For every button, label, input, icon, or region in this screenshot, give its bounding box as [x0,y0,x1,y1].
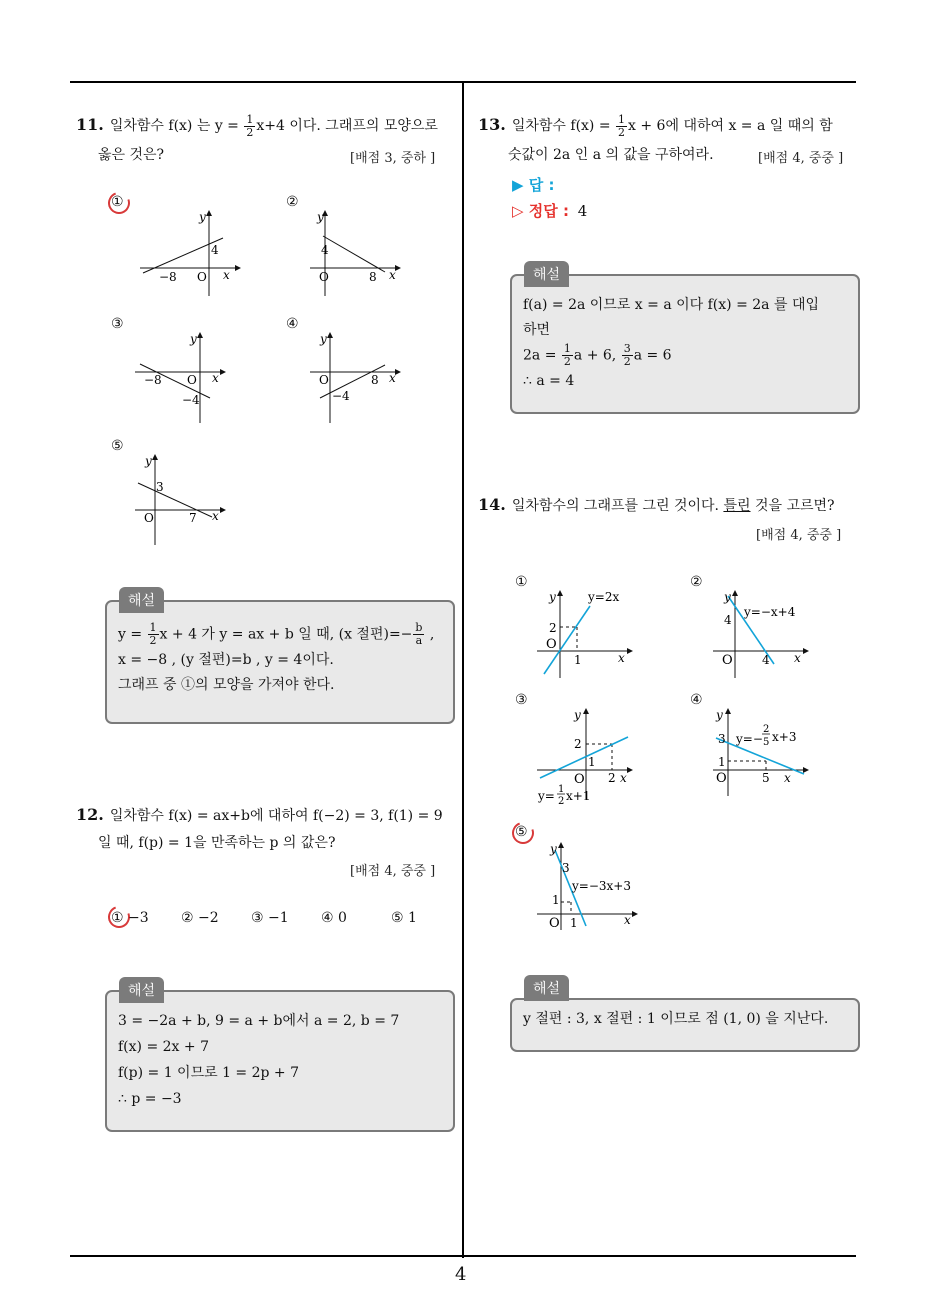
q12-choice-4[interactable]: ④ 0 [321,910,347,926]
q13-question-line2: 숫값이 2a 인 a 의 값을 구하여라. [508,147,714,163]
svg-text:O: O [319,373,329,387]
svg-text:2: 2 [763,724,770,735]
svg-text:x: x [618,651,625,665]
svg-text:4: 4 [724,613,732,627]
svg-text:O: O [722,653,733,668]
q11-meta: [배점 3, 중하 ] [350,151,436,166]
q13-meta: [배점 4, 중중 ] [758,151,844,166]
svg-text:x: x [389,268,396,282]
svg-text:−8: −8 [159,270,177,284]
svg-text:y: y [317,210,324,224]
svg-text:y=−3x+3: y=−3x+3 [572,879,631,893]
svg-text:1: 1 [574,653,582,667]
q11-graph-5 [130,450,240,550]
q11-choice-5[interactable]: ⑤ [111,438,124,454]
svg-text:O: O [549,916,560,931]
q12-solution-tag: 해설 [119,977,164,1003]
svg-text:1: 1 [552,893,560,907]
svg-text:y: y [190,332,197,346]
q14-solution-tag: 해설 [524,975,569,1001]
svg-text:−8: −8 [144,373,162,387]
svg-text:y: y [574,708,581,722]
svg-text:O: O [716,771,727,786]
svg-text:x: x [620,771,627,785]
svg-text:O: O [546,637,557,652]
svg-text:O: O [187,373,197,387]
svg-text:x+3: x+3 [772,730,797,744]
column-divider [462,82,464,1258]
svg-text:2: 2 [558,796,565,807]
svg-text:x: x [389,371,396,385]
svg-text:1: 1 [558,784,565,795]
q11-question: 11. 일차함수 f(x) 는 y = $\frac{1}{2}$ x+4 이다. 그래프의 모양으로 [76,112,438,139]
q11-choice-3[interactable]: ③ [111,316,124,332]
q11-choice-2[interactable]: ② [286,194,299,210]
q13-correct-answer: ▷ 정답 : 4 [512,202,588,220]
q14-graph-4 [708,704,818,799]
q14-choice-1[interactable]: ① [515,574,528,590]
q13-answer-label: ▶ 답 : [512,176,555,194]
q11-graph-1 [135,206,245,296]
svg-text:3: 3 [562,861,570,875]
q12-solution-body: 3 = −2a + b, 9 = a + b에서 a = 2, b = 7 f(x) = 2x + 7 f(p) = 1 이므로 1 = 2p + 7 ∴ p = −3 [118,1013,400,1107]
q12-choice-3[interactable]: ③ −1 [251,910,289,926]
q14-solution-body: y 절편 : 3, x 절편 : 1 이므로 점 (1, 0) 을 지난다. [523,1011,829,1027]
svg-text:O: O [144,511,154,525]
bottom-rule [70,1255,856,1257]
svg-text:−4: −4 [332,389,350,403]
svg-text:x+1: x+1 [566,789,591,803]
q14-choice-2[interactable]: ② [690,574,703,590]
svg-text:2: 2 [608,771,616,785]
q13-solution-body: f(a) = 2a 이므로 x = a 이다 f(x) = 2a 를 대입 하면 2a = $\frac{1}{2}$ a + 6, $\frac{3}{2}$ a = 6 ∴ a = 4 [523,297,819,389]
q12-meta: [배점 4, 중중 ] [350,864,436,879]
q14-question: 14. 일차함수의 그래프를 그린 것이다. 틀린 것을 고르면? [478,495,835,514]
q11-choice-4[interactable]: ④ [286,316,299,332]
svg-text:x: x [784,771,791,785]
q11-solution-tag: 해설 [119,587,164,613]
svg-text:y: y [550,842,557,856]
q11-choice-1[interactable]: ① [111,194,124,210]
svg-text:O: O [574,772,585,787]
svg-text:y=−x+4: y=−x+4 [744,605,796,619]
q11-graph-4 [305,328,415,428]
q11-number: 11. [76,115,104,134]
q11-graph-2 [305,206,415,296]
q14-graph-5 [532,838,652,933]
page-number: 4 [455,1264,467,1285]
q12-number: 12. [76,805,104,824]
q13-number: 13. [478,115,506,134]
q11-fraction: $\frac{1}{2}$ [246,112,254,139]
svg-text:y: y [199,210,206,224]
svg-text:y: y [145,454,152,468]
svg-text:x: x [624,913,631,927]
q14-graph-3 [532,704,642,808]
svg-text:y=: y= [538,789,555,803]
svg-text:1: 1 [588,755,596,769]
q14-choice-5[interactable]: ⑤ [515,824,528,840]
q12-question: 12. 일차함수 f(x) = ax+b에 대하여 f(−2) = 3, f(1) = 9 [76,805,443,824]
q14-number: 14. [478,495,506,514]
svg-text:5: 5 [763,737,770,748]
svg-text:O: O [197,270,207,284]
q14-graph-1 [532,586,642,681]
q12-question-line2: 일 때, f(p) = 1을 만족하는 p 의 값은? [98,835,336,851]
svg-text:1: 1 [718,755,726,769]
svg-text:4: 4 [321,243,329,257]
svg-text:8: 8 [371,373,379,387]
svg-text:y: y [549,590,556,604]
graph-line [323,236,385,272]
svg-text:y=2x: y=2x [588,590,620,604]
svg-text:y: y [320,332,327,346]
q13-question: 13. 일차함수 f(x) = $\frac{1}{2}$ x + 6에 대하여 x = a 일 때의 함 [478,112,833,139]
q14-choice-3[interactable]: ③ [515,692,528,708]
q12-choice-2[interactable]: ② −2 [181,910,219,926]
q12-choice-1[interactable]: ① −3 [111,910,149,926]
svg-text:−4: −4 [182,393,200,407]
q11-graph-3 [130,328,240,428]
svg-text:3: 3 [718,732,726,746]
svg-text:y: y [724,590,731,604]
q13-solution-tag: 해설 [524,261,569,287]
svg-text:2: 2 [574,737,582,751]
svg-text:2: 2 [549,621,557,635]
svg-text:4: 4 [211,243,219,257]
q12-choice-5[interactable]: ⑤ 1 [391,910,417,926]
q14-choice-4[interactable]: ④ [690,692,703,708]
svg-text:3: 3 [156,480,164,494]
svg-text:1: 1 [570,916,578,930]
q11-question-line2: 옳은 것은? [98,147,165,163]
svg-text:8: 8 [369,270,377,284]
svg-text:5: 5 [762,771,770,785]
q14-meta: [배점 4, 중중 ] [756,528,842,543]
svg-text:x: x [212,509,219,523]
svg-text:x: x [223,268,230,282]
svg-text:4: 4 [762,653,770,667]
q14-graph-2 [708,586,818,681]
svg-text:y=−: y=− [736,732,763,746]
svg-text:y: y [716,708,723,722]
svg-text:x: x [212,371,219,385]
svg-text:O: O [319,270,329,284]
q11-solution-body: y = $\frac{1}{2}$ x + 4 가 y = ax + b 일 때, (x 절편)=− $\frac{b}{a}$ , x = −8 , (y 절편)=b , y = 4이다. 그래프 중 ①의 모양을 가져야 한다. [118,621,435,693]
svg-text:7: 7 [189,511,197,525]
svg-text:x: x [794,651,801,665]
